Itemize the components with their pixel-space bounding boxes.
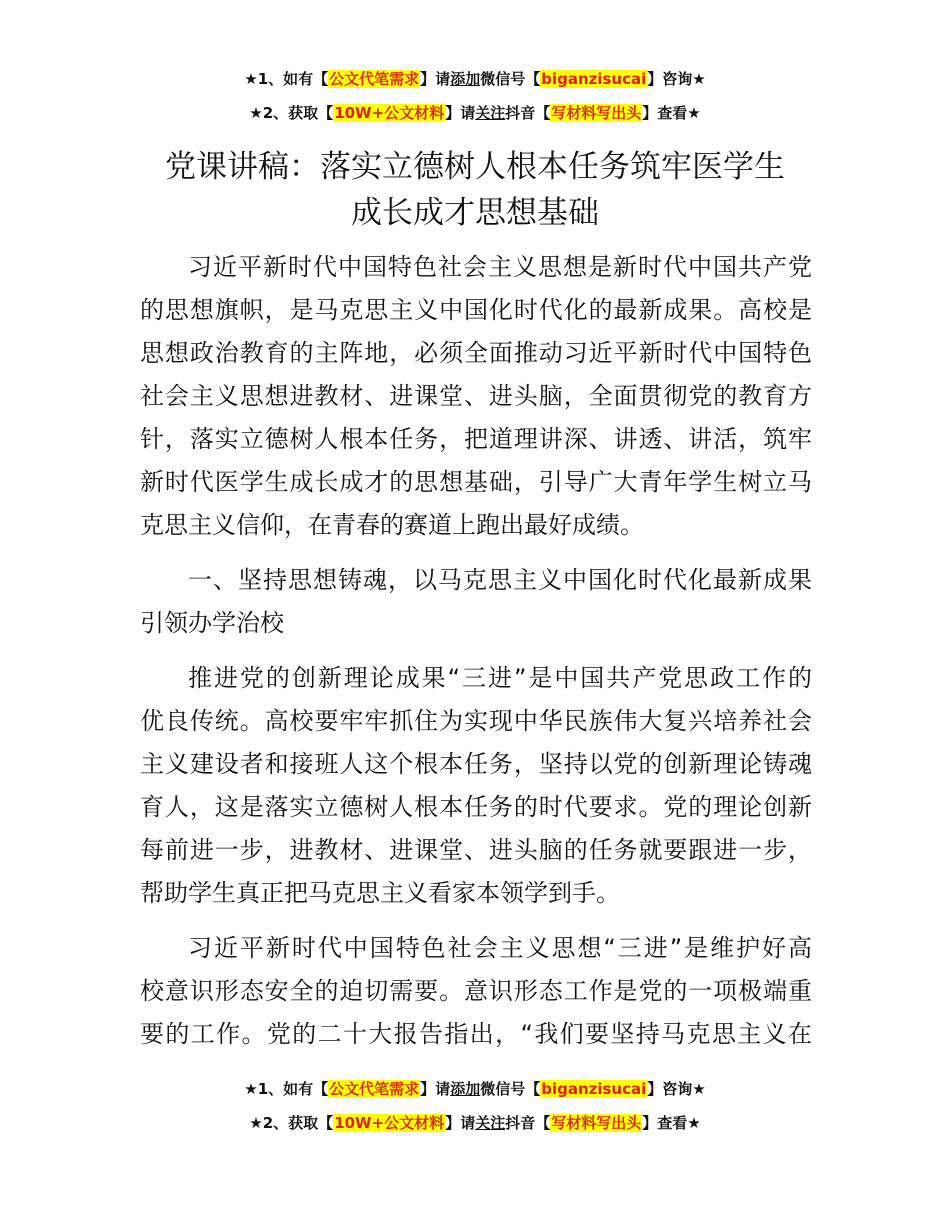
- wechat-id: biganzisucai: [541, 70, 647, 88]
- ad-line-2: ★2、获取【10W+公文材料】请关注抖音【写材料写出头】查看★: [249, 104, 701, 122]
- ad-highlight: 10W+公文材料: [334, 1114, 445, 1132]
- text-line: 新时代医学生成长成才的思想基础，引导广大青年学生树立马: [140, 468, 812, 496]
- ad-highlight: 公文代笔需求: [329, 70, 420, 88]
- douyin-id: 写材料写出头: [551, 104, 642, 122]
- text-line: 帮助学生真正把马克思主义看家本领学到手。: [140, 879, 620, 907]
- text-line: 的思想旗帜，是马克思主义中国化时代化的最新成果。高校是: [140, 296, 812, 324]
- ad-line-1: ★1、如有【公文代笔需求】请添加微信号【biganzisucai】咨询★: [244, 1080, 706, 1098]
- text-line: 要的工作。党的二十大报告指出，“我们要坚持马克思主义在: [140, 1020, 812, 1048]
- paragraph: [140, 927, 812, 1056]
- document-body: [140, 246, 812, 1068]
- text-line: 习近平新时代中国特色社会主义思想“三进”是维护好高: [188, 934, 812, 962]
- ad-line-2: ★2、获取【10W+公文材料】请关注抖音【写材料写出头】查看★: [249, 1114, 701, 1132]
- douyin-id: 写材料写出头: [551, 1114, 642, 1132]
- title-line: 成长成才思想基础: [351, 195, 599, 231]
- wechat-id: biganzisucai: [541, 1080, 647, 1098]
- text-line: 每前进一步，进教材、进课堂、进头脑的任务就要跟进一步，: [140, 836, 812, 864]
- text-line: 优良传统。高校要牢牢抓住为实现中华民族伟大复兴培养社会: [140, 707, 812, 735]
- document-title: [140, 144, 810, 236]
- text-line: 推进党的创新理论成果“三进”是中国共产党思政工作的: [188, 664, 812, 692]
- paragraph: [140, 657, 812, 915]
- footer-ad-block: [0, 1076, 950, 1144]
- text-line: 校意识形态安全的迫切需要。意识形态工作是党的一项极端重: [140, 977, 812, 1005]
- paragraph: [140, 246, 812, 547]
- ad-line-1: ★1、如有【公文代笔需求】请添加微信号【biganzisucai】咨询★: [244, 70, 706, 88]
- text-line: 针，落实立德树人根本任务，把道理讲深、讲透、讲活，筑牢: [140, 425, 812, 453]
- title-line: 党课讲稿：落实立德树人根本任务筑牢医学生: [165, 149, 785, 185]
- text-line: 育人，这是落实立德树人根本任务的时代要求。党的理论创新: [140, 793, 812, 821]
- text-line: 主义建设者和接班人这个根本任务，坚持以党的创新理论铸魂: [140, 750, 812, 778]
- text-line: 一、坚持思想铸魂，以马克思主义中国化时代化最新成果: [188, 566, 812, 594]
- ad-highlight: 公文代笔需求: [329, 1080, 420, 1098]
- section-heading: [140, 559, 812, 645]
- text-line: 习近平新时代中国特色社会主义思想是新时代中国共产党: [188, 253, 812, 281]
- text-line: 社会主义思想进教材、进课堂、进头脑，全面贯彻党的教育方: [140, 382, 812, 410]
- header-ad-block: [0, 66, 950, 134]
- text-line: 思想政治教育的主阵地，必须全面推动习近平新时代中国特色: [140, 339, 812, 367]
- text-line: 克思主义信仰，在青春的赛道上跑出最好成绩。: [140, 511, 644, 539]
- text-line: 引领办学治校: [140, 609, 284, 637]
- ad-highlight: 10W+公文材料: [334, 104, 445, 122]
